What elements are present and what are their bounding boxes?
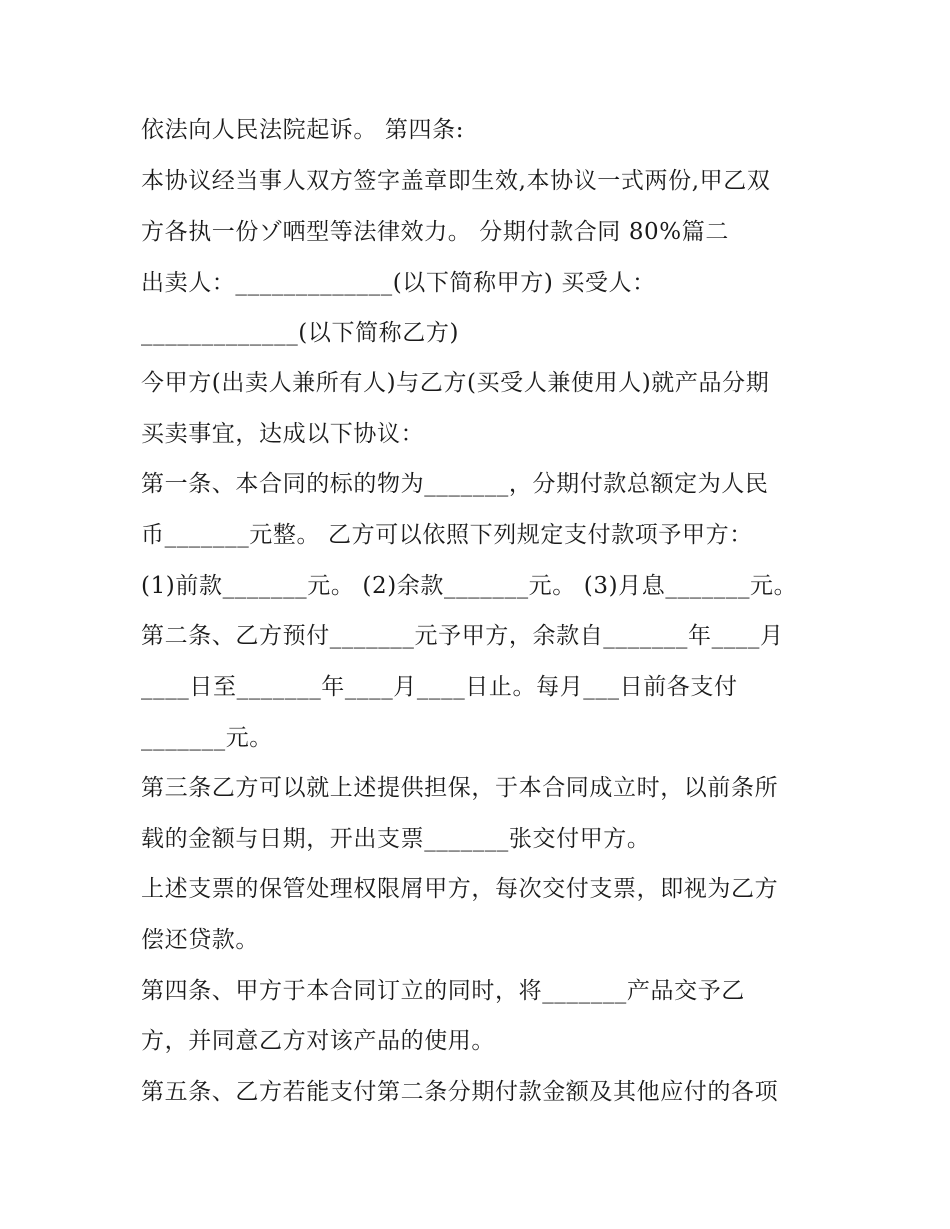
text-line: 方，并同意乙方对该产品的使用。 <box>141 1028 495 1054</box>
text-line: ____日至_______年____月____日止。每月___日前各支付 <box>141 674 738 700</box>
text-line: _____________(以下简称乙方) <box>141 320 460 346</box>
text-line: 本协议经当事人双方签字盖章即生效,本协议一式两份,甲乙双 <box>141 168 771 194</box>
text-line: 第一条、本合同的标的物为_______，分期付款总额定为人民 <box>141 471 769 497</box>
text-line: (1)前款_______元。 (2)余款_______元。 (3)月息_______元。 <box>141 573 798 599</box>
text-line: _______元。 <box>141 725 273 751</box>
text-line: 币_______元整。 乙方可以依照下列规定支付款项予甲方： <box>141 522 753 548</box>
text-line: 偿还贷款。 <box>141 927 259 953</box>
text-line: 第二条、乙方预付_______元予甲方，余款自_______年____月 <box>141 623 784 649</box>
text-line: 第三条乙方可以就上述提供担保，于本合同成立时，以前条所 <box>141 775 779 801</box>
text-line: 第四条、甲方于本合同订立的同时，将_______产品交予乙 <box>141 978 745 1004</box>
text-line: 第五条、乙方若能支付第二条分期付款金额及其他应付的各项 <box>141 1079 779 1105</box>
text-line: 买卖事宜，达成以下协议： <box>141 421 425 447</box>
text-line: 方各执一份ゾ哂型等法律效力。 分期付款合同 80%篇二 <box>141 219 729 245</box>
text-line: 载的金额与日期，开出支票_______张交付甲方。 <box>141 826 651 852</box>
text-line: 出卖人：_____________(以下简称甲方) 买受人： <box>141 270 656 296</box>
text-line: 依法向人民法院起诉。 第四条: <box>141 117 465 143</box>
text-line: 上述支票的保管处理权限屑甲方，每次交付支票，即视为乙方 <box>141 876 779 902</box>
text-line: 今甲方(出卖人兼所有人)与乙方(买受人兼使用人)就产品分期 <box>141 370 770 396</box>
